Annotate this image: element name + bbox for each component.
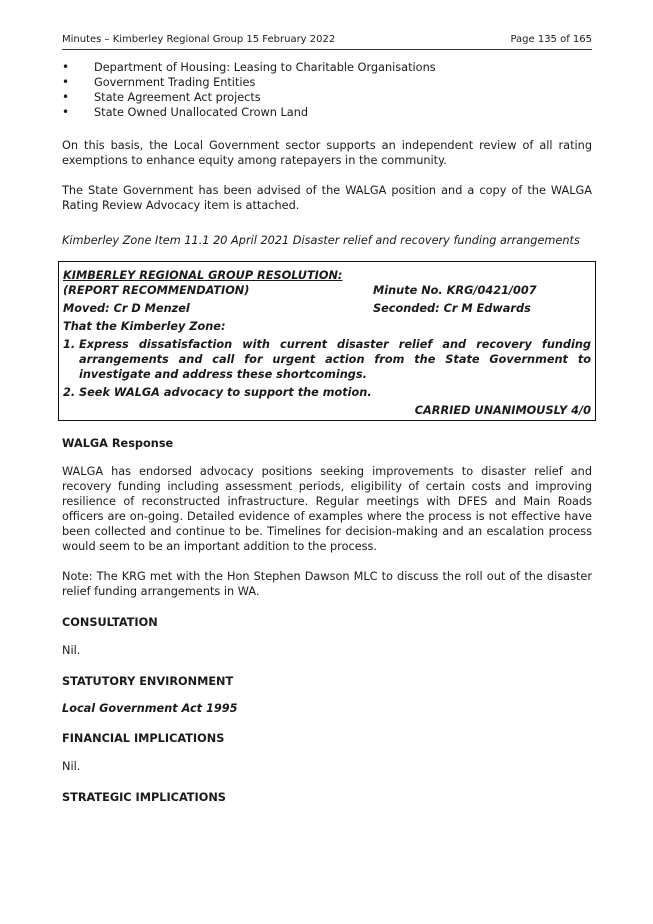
resolution-item: 1. Express dissatisfaction with current disaster relief and recovery funding arrangements and call for urgent action from the State Government to investigate and address these shortcomings.: [63, 338, 591, 381]
bullet-icon: •: [62, 105, 70, 119]
list-item: • State Owned Unallocated Crown Land: [62, 105, 309, 119]
list-item: • Department of Housing: Leasing to Charitable Organisations: [62, 60, 436, 74]
financial-body: Nil.: [62, 760, 81, 773]
bullet-icon: •: [62, 90, 70, 104]
header-title: Minutes – Kimberley Regional Group 15 February 2022: [62, 34, 336, 45]
resolution-title: KIMBERLEY REGIONAL GROUP RESOLUTION:: [63, 269, 343, 282]
minute-number: Minute No. KRG/0421/007: [373, 284, 537, 297]
bullet-icon: •: [62, 60, 70, 74]
strategic-heading: STRATEGIC IMPLICATIONS: [62, 791, 226, 804]
resolution-preamble: That the Kimberley Zone:: [63, 320, 226, 333]
walga-heading: WALGA Response: [62, 437, 174, 450]
bullet-icon: •: [62, 75, 70, 89]
zone-item-reference: Kimberley Zone Item 11.1 20 April 2021 Disaster relief and recovery funding arrangements: [62, 234, 580, 247]
consultation-heading: CONSULTATION: [62, 616, 158, 629]
statutory-heading: STATUTORY ENVIRONMENT: [62, 675, 234, 688]
document-page: [62, 34, 592, 818]
list-item: • Government Trading Entities: [62, 75, 256, 89]
statutory-body: Local Government Act 1995: [62, 702, 238, 715]
page-number: Page 135 of 165: [510, 34, 592, 45]
carried-status: CARRIED UNANIMOUSLY 4/0: [414, 404, 591, 417]
page-header: [62, 34, 592, 50]
resolution-meta-row: [63, 283, 591, 298]
seconded-by: Seconded: Cr M Edwards: [373, 302, 531, 315]
walga-note: Note: The KRG met with the Hon Stephen Dawson MLC to discuss the roll out of the disaster relief funding arrangements in WA.: [62, 570, 592, 598]
list-item: • State Agreement Act projects: [62, 90, 261, 104]
bullet-list: [62, 60, 592, 120]
walga-body: WALGA has endorsed advocacy positions seeking improvements to disaster relief and recovery funding including assessment periods, eligibility of certain costs and improving resilience of reconstructed infrastructure. Regular meetings with DFES and Main Roads officers are on-going. Detailed evidence of examples where the process is not effective have been collected and continue to be. Timelines for decision-making and an escalation process would seem to be an important addition to the process.: [62, 465, 592, 553]
resolution-items: [63, 337, 591, 400]
mover-row: [63, 301, 591, 316]
resolution-item: 2. Seek WALGA advocacy to support the motion.: [63, 386, 372, 399]
resolution-box: [58, 261, 596, 421]
consultation-body: Nil.: [62, 644, 81, 657]
financial-heading: FINANCIAL IMPLICATIONS: [62, 732, 225, 745]
moved-by: Moved: Cr D Menzel: [63, 302, 190, 315]
report-recommendation: (REPORT RECOMMENDATION): [63, 284, 250, 297]
basis-paragraph: On this basis, the Local Government sector supports an independent review of all rating exemptions to enhance equity among ratepayers in the community.: [62, 139, 592, 167]
advised-paragraph: The State Government has been advised of the WALGA position and a copy of the WALGA Rating Review Advocacy item is attached.: [62, 184, 592, 212]
